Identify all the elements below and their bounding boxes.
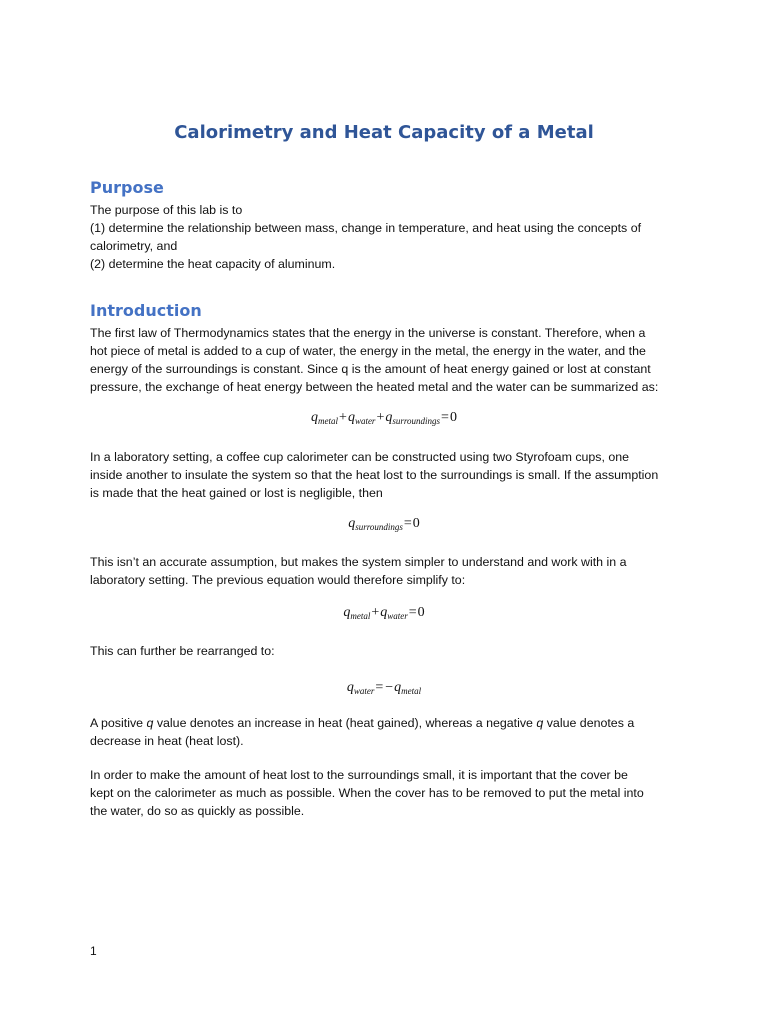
intro-line: decrease in heat (heat lost). (90, 734, 244, 748)
intro-paragraph-5 (90, 714, 680, 750)
eq-operator: + (339, 410, 347, 425)
eq-operator: − (385, 680, 394, 695)
eq-operator: = (441, 410, 449, 425)
intro-paragraph-2 (90, 448, 680, 502)
eq-subscript: metal (401, 686, 422, 696)
eq-operator: = (408, 605, 417, 620)
eq-q: q (347, 410, 355, 425)
text-run: value denotes an increase in heat (heat gained), whereas a negative (153, 716, 537, 730)
intro-paragraph-4 (90, 642, 680, 660)
purpose-heading: Purpose (90, 178, 164, 197)
eq-number: 0 (449, 410, 457, 425)
eq-operator: + (376, 410, 385, 425)
equation-energy-balance (0, 410, 768, 426)
eq-q: q (394, 680, 402, 695)
q-variable: q (146, 716, 154, 730)
eq-subscript: surroundings (392, 416, 441, 426)
purpose-line: calorimetry, and (90, 239, 178, 253)
eq-subscript: metal (350, 611, 371, 621)
intro-line: the water, do so as quickly as possible. (90, 804, 305, 818)
document-title: Calorimetry and Heat Capacity of a Metal (174, 122, 594, 143)
intro-line: is made that the heat gained or lost is negligible, then (90, 486, 383, 500)
purpose-line: (1) determine the relationship between mass, change in temperature, and heat using the concepts of (90, 221, 642, 235)
purpose-line: The purpose of this lab is to (90, 203, 243, 217)
equation-simplified (0, 605, 768, 621)
eq-subscript: water (354, 416, 376, 426)
intro-paragraph-3 (90, 553, 680, 589)
eq-number: 0 (412, 516, 420, 531)
purpose-paragraph (90, 201, 680, 273)
eq-q: q (380, 605, 388, 620)
eq-number: 0 (417, 605, 425, 620)
page-number: 1 (90, 944, 97, 958)
intro-line: In a laboratory setting, a coffee cup calorimeter can be constructed using two Styrofoam cups, one (90, 450, 630, 464)
intro-line: hot piece of metal is added to a cup of water, the energy in the metal, the energy in the water, and the (90, 344, 646, 358)
q-variable: q (536, 716, 544, 730)
intro-line: This isn’t an accurate assumption, but makes the system simpler to understand and work with in a (90, 555, 627, 569)
text-run: value denotes a (543, 716, 635, 730)
intro-line: laboratory setting. The previous equation would therefore simplify to: (90, 573, 466, 587)
purpose-line: (2) determine the heat capacity of aluminum. (90, 257, 336, 271)
intro-line (90, 714, 680, 732)
intro-line: inside another to insulate the system so that the heat lost to the surroundings is small. If the assumption (90, 468, 659, 482)
text-run: A positive (90, 716, 147, 730)
eq-operator: = (375, 680, 384, 695)
introduction-heading: Introduction (90, 301, 202, 320)
eq-q: q (311, 410, 319, 425)
intro-line: pressure, the exchange of heat energy between the heated metal and the water can be summarized as: (90, 380, 659, 394)
eq-subscript: surroundings (355, 522, 403, 532)
eq-q: q (343, 605, 351, 620)
eq-q: q (346, 680, 354, 695)
intro-line: energy of the surroundings is constant. Since q is the amount of heat energy gained or lost at constant (90, 362, 651, 376)
eq-operator: = (403, 516, 412, 531)
intro-paragraph-1 (90, 324, 680, 396)
eq-subscript: metal (318, 416, 339, 426)
eq-q: q (385, 410, 393, 425)
eq-subscript: water (353, 686, 375, 696)
eq-q: q (348, 516, 356, 531)
eq-operator: + (371, 605, 380, 620)
equation-surroundings-zero (0, 516, 768, 532)
intro-line: In order to make the amount of heat lost to the surroundings small, it is important that the cover be (90, 768, 628, 782)
intro-line: This can further be rearranged to: (90, 644, 275, 658)
equation-rearranged (0, 680, 768, 696)
intro-paragraph-6 (90, 766, 680, 820)
intro-line: kept on the calorimeter as much as possible. When the cover has to be removed to put the metal into (90, 786, 644, 800)
intro-line: The first law of Thermodynamics states that the energy in the universe is constant. Therefore, when a (90, 326, 646, 340)
eq-subscript: water (387, 611, 408, 621)
